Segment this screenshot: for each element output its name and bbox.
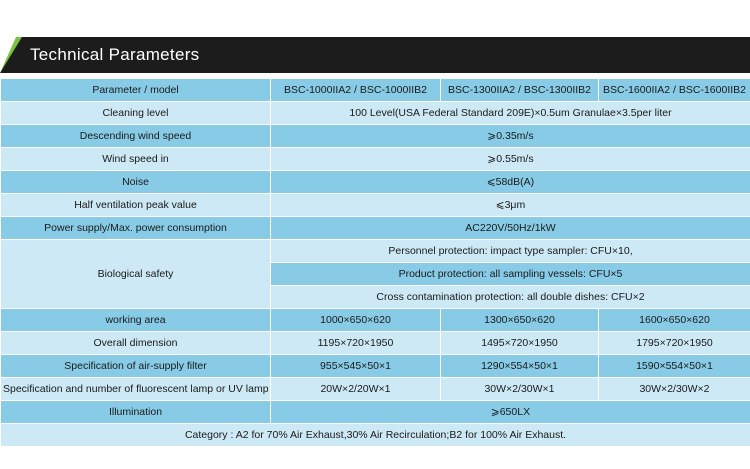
table-row (1, 171, 750, 194)
header-accent-gap (0, 37, 16, 73)
table-row (1, 378, 750, 401)
row-label: working area (1, 309, 271, 332)
table-header-row (1, 79, 750, 102)
row-label: Biological safety (1, 240, 271, 309)
cross-contamination-value: Cross contamination protection: all double dishes: CFU×2 (271, 286, 750, 309)
row-value: 1600×650×620 (599, 309, 750, 332)
table-row (1, 355, 750, 378)
row-label: Wind speed in (1, 148, 271, 171)
row-value: 1195×720×1950 (271, 332, 441, 355)
row-value: 1590×554×50×1 (599, 355, 750, 378)
table-row (1, 148, 750, 171)
row-label: Cleaning level (1, 102, 271, 125)
row-label: Overall dimension (1, 332, 271, 355)
parameters-table (0, 78, 750, 447)
row-label: Descending wind speed (1, 125, 271, 148)
model-1300-header: BSC-1300IIA2 / BSC-1300IIB2 (441, 79, 599, 102)
table-row (1, 102, 750, 125)
row-value: ⩾650LX (271, 401, 750, 424)
row-value: ⩾0.55m/s (271, 148, 750, 171)
row-value: 30W×2/30W×1 (441, 378, 599, 401)
section-title: Technical Parameters (30, 45, 200, 64)
row-label: Specification of air-supply filter (1, 355, 271, 378)
row-value: 1495×720×1950 (441, 332, 599, 355)
table-row (1, 332, 750, 355)
row-value: ⩽3μm (271, 194, 750, 217)
row-value: 100 Level(USA Federal Standard 209E)×0.5um Granulae×3.5per liter (271, 102, 750, 125)
table-row (1, 401, 750, 424)
header-label-cell: Parameter / model (1, 79, 271, 102)
table-row (1, 194, 750, 217)
category-note: Category : A2 for 70% Air Exhaust,30% Air Recirculation;B2 for 100% Air Exhaust. (1, 424, 750, 447)
parameters-table-wrapper (0, 78, 750, 447)
personnel-protection-value: Personnel protection: impact type sampler: CFU×10, (271, 240, 750, 263)
row-label: Specification and number of fluorescent lamp or UV lamp (1, 378, 271, 401)
row-value: 1000×650×620 (271, 309, 441, 332)
row-label: Power supply/Max. power consumption (1, 217, 271, 240)
table-row (1, 424, 750, 447)
row-label: Half ventilation peak value (1, 194, 271, 217)
row-value: AC220V/50Hz/1kW (271, 217, 750, 240)
row-label: Noise (1, 171, 271, 194)
row-value: 1290×554×50×1 (441, 355, 599, 378)
row-label: Illumination (1, 401, 271, 424)
row-value: 1300×650×620 (441, 309, 599, 332)
row-value: 1795×720×1950 (599, 332, 750, 355)
table-row (1, 217, 750, 240)
product-protection-value: Product protection: all sampling vessels: CFU×5 (271, 263, 750, 286)
model-1600-header: BSC-1600IIA2 / BSC-1600IIB2 (599, 79, 750, 102)
row-value: ⩾0.35m/s (271, 125, 750, 148)
row-value: 955×545×50×1 (271, 355, 441, 378)
table-row (1, 240, 750, 263)
model-1000-header: BSC-1000IIA2 / BSC-1000IIB2 (271, 79, 441, 102)
row-value: 20W×2/20W×1 (271, 378, 441, 401)
row-value: ⩽58dB(A) (271, 171, 750, 194)
table-row (1, 309, 750, 332)
table-row (1, 125, 750, 148)
row-value: 30W×2/30W×2 (599, 378, 750, 401)
